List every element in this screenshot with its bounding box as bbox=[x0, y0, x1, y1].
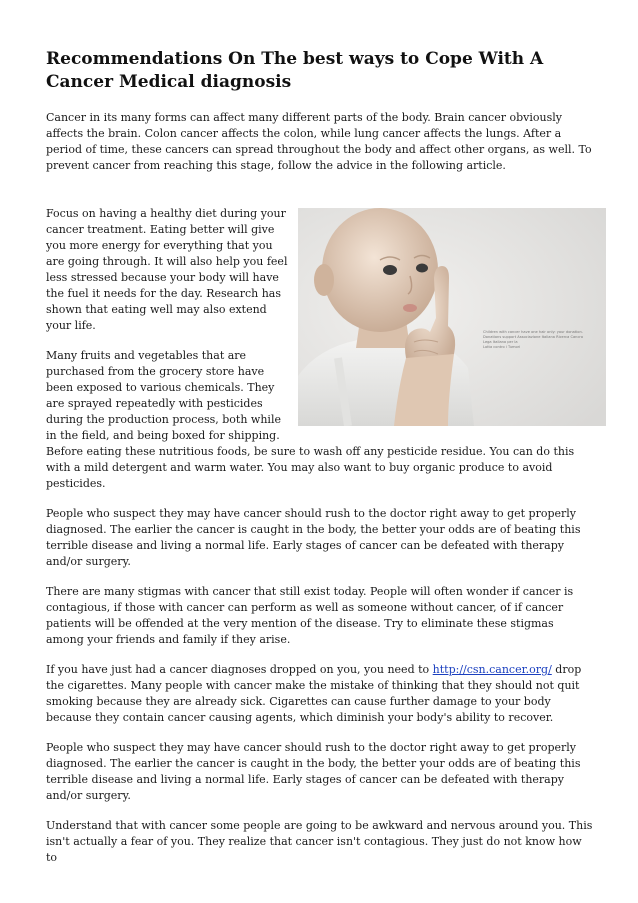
diet-paragraph: Focus on having a healthy diet during your cancer treatment. Eating better will give you more energy for everything that you are going through. It will also help you feel less stressed because your body will have the fuel it needs for the day. Research has shown that eating well may also extend your life. bbox=[46, 207, 288, 332]
smoking-paragraph bbox=[46, 662, 594, 726]
child-photo bbox=[298, 208, 606, 426]
smoking-text-before: If you have just had a cancer diagnoses dropped on you, you need to bbox=[46, 663, 433, 676]
photo-caption-line: Children with cancer have one hair only: your donation. bbox=[483, 330, 583, 334]
stigmas-paragraph: There are many stigmas with cancer that still exist today. People will often wonder if cancer is contagious, if those with cancer can perform as well as someone without cancer, of if cancer patients will be offended at the very mention of the disease. Try to eliminate these stigmas among your friends and family if they arise. bbox=[46, 585, 574, 646]
spacer bbox=[46, 188, 594, 206]
intro-paragraph: Cancer in its many forms can affect many different parts of the body. Brain cancer obviously affects the brain. Colon cancer affects the colon, while lung cancer affects the lungs. After a period of time, these cancers can spread throughout the body and affect other organs, as well. To prevent cancer from reaching this stage, follow the advice in the following article. bbox=[46, 111, 592, 172]
photo-caption-line: Lotta contro i Tumori bbox=[483, 345, 521, 349]
awkward-people-paragraph: Understand that with cancer some people are going to be awkward and nervous around you. This isn't actually a fear of you. They realize that cancer isn't contagious. They just do not know how to bbox=[46, 819, 593, 864]
cancer-network-link[interactable]: http://csn.cancer.org/ bbox=[432, 663, 552, 676]
child-photo-illustration bbox=[298, 208, 606, 426]
smoking-text-after: drop the cigarettes. Many people with cancer make the mistake of thinking that they should not quit smoking because they are already sick. Cigarettes can cause further damage to your body because they contain cancer causing agents, which diminish your body's ability to recover. bbox=[46, 663, 582, 724]
document-page bbox=[46, 48, 594, 880]
photo-caption-line: Lega Italiana per la bbox=[483, 340, 518, 344]
page-title: Recommendations On The best ways to Cope With A Cancer Medical diagnosis bbox=[46, 49, 544, 92]
early-diagnosis-paragraph-repeat: People who suspect they may have cancer should rush to the doctor right away to get properly diagnosed. The earlier the cancer is caught in the body, the better your odds are of beating this terrible disease and living a normal life. Early stages of cancer can be defeated with therapy and/or surgery. bbox=[46, 741, 581, 802]
photo-caption bbox=[483, 330, 593, 350]
photo-caption-line: Donations support Associazione Italiana Ricerca Cancro bbox=[483, 335, 584, 339]
early-diagnosis-paragraph: People who suspect they may have cancer should rush to the doctor right away to get properly diagnosed. The earlier the cancer is caught in the body, the better your odds are of beating this terrible disease and living a normal life. Early stages of cancer can be defeated with therapy and/or surgery. bbox=[46, 507, 581, 568]
pesticides-paragraph: Many fruits and vegetables that are purchased from the grocery store have been exposed to various chemicals. They are sprayed repeatedly with pesticides during the production process, both while in the field, and being boxed for shipping. Before eating these nutritious foods, be sure to wash off any pesticide residue. You can do this with a mild detergent and warm water. You may also want to buy organic produce to avoid pesticides. bbox=[46, 349, 575, 490]
